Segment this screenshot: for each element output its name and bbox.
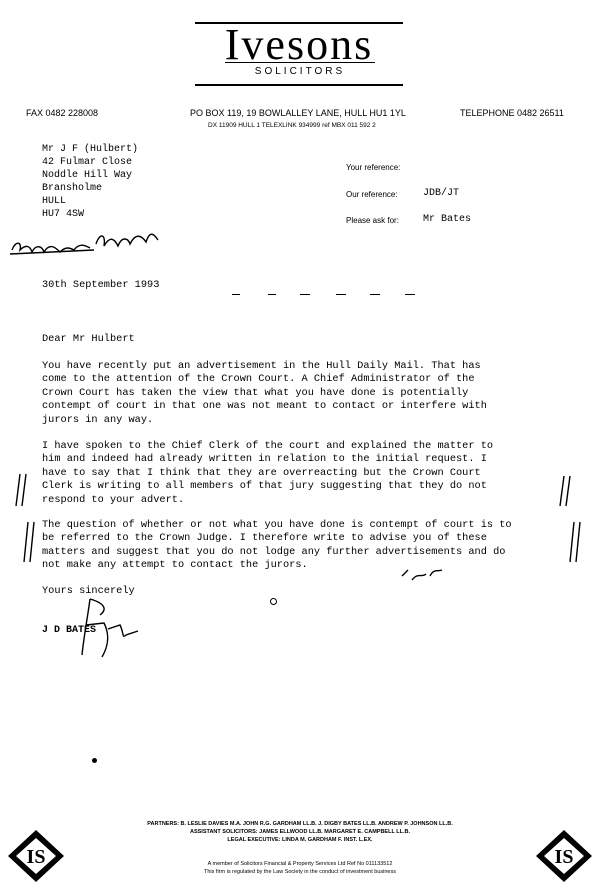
firm-address: PO BOX 119, 19 BOWLALLEY LANE, HULL HU1 1YL — [190, 108, 406, 118]
ask-for-label: Please ask for: — [346, 216, 399, 225]
dx-telex-line: DX 11909 HULL 1 TELEXLINK 934999 ref MBX 011 592 2 — [208, 122, 376, 129]
your-reference-label: Your reference: — [346, 163, 401, 172]
divider-dash — [405, 294, 415, 295]
footer-legal-exec: LEGAL EXECUTIVE: LINDA M. GARDHAM F. INST. L.EX. — [227, 837, 373, 843]
address-line: HULL — [42, 196, 67, 207]
divider-dash — [370, 294, 380, 295]
telephone-number: TELEPHONE 0482 26511 — [460, 108, 564, 118]
firm-subtitle: SOLICITORS — [254, 66, 346, 77]
margin-marks-right — [556, 470, 582, 570]
paragraph-line: I have spoken to the Chief Clerk of the court and explained the matter to — [42, 440, 494, 452]
paragraph-line: You have recently put an advertisement in the Hull Daily Mail. That has — [42, 360, 481, 372]
paragraph-line: come to the attention of the Crown Court. A Chief Administrator of the — [42, 373, 475, 386]
svg-text:IS: IS — [26, 846, 46, 868]
firm-name: Ivesons — [224, 20, 374, 69]
address-line: HU7 4SW — [42, 209, 85, 220]
letter-date: 30th September 1993 — [42, 279, 160, 291]
paragraph-line: Clerk is writing to all members of that jury suggesting that they do not — [42, 480, 487, 493]
margin-marks-left — [14, 470, 36, 570]
fax-number: FAX 0482 228008 — [26, 108, 99, 118]
paragraph-line: respond to your advert. — [42, 493, 185, 506]
our-reference-label: Our reference: — [346, 190, 398, 199]
paragraph-line: be referred to the Crown Judge. I therefore write to advise you of these — [42, 532, 487, 545]
paragraph-line: matters and suggest that you do not lodge any further advertisements and do — [42, 545, 506, 558]
handwritten-mark — [398, 566, 446, 586]
firm-emblem-right — [528, 826, 600, 886]
address-line: Noddle Hill Way — [42, 170, 133, 181]
handwritten-note — [8, 222, 168, 262]
address-line: 42 Fulmar Close — [42, 157, 133, 168]
body-paragraph — [42, 440, 562, 507]
paragraph-line: contempt of court in that one was not meant to contact or interfere with — [42, 400, 487, 413]
footer-partners: PARTNERS: B. LESLIE DAVIES M.A. JOHN R.G. GARDHAM LL.B. J. DIGBY BATES LL.B. ANDREW P. JOHNSON LL.B. — [147, 821, 453, 827]
address-line: Bransholme — [42, 183, 103, 194]
paragraph-line: not make any attempt to contact the jurors. — [42, 559, 308, 572]
ink-dot — [92, 758, 97, 763]
address-line: Mr J F (Hulbert) — [42, 144, 139, 155]
paragraph-line: him and indeed had already written in relation to the initial request. I — [42, 453, 487, 466]
divider-dash — [268, 294, 276, 295]
body-paragraph — [42, 360, 562, 427]
signature — [60, 595, 160, 665]
firm-emblem-left — [0, 826, 72, 886]
paragraph-line: The question of whether or not what you have done is contempt of court is to — [42, 519, 512, 531]
svg-text:IS: IS — [554, 846, 574, 868]
closing: Yours sincerely — [42, 585, 135, 597]
footer-assistants: ASSISTANT SOLICITORS: JAMES ELLWOOD LL.B. MARGARET E. CAMPBELL LL.B. — [189, 829, 410, 835]
footer-member: A member of Solicitors Financial & Property Services Ltd Ref No 011133512 — [207, 861, 393, 867]
our-reference-value: JDB/JT — [423, 188, 460, 199]
paragraph-line: have to say that I think that they are overreacting but the Crown Court — [42, 466, 481, 479]
body-paragraph — [42, 519, 562, 573]
ask-for-value: Mr Bates — [423, 214, 472, 225]
ink-dot — [270, 598, 277, 605]
recipient-address — [42, 143, 138, 221]
divider-dash — [232, 294, 240, 295]
paragraph-line: Crown Court has taken the view that what you have done is potentially — [42, 386, 469, 399]
paragraph-line: jurors in any way. — [42, 413, 154, 426]
salutation: Dear Mr Hulbert — [42, 333, 135, 345]
signatory-name: J D BATES — [42, 625, 97, 636]
divider-dash — [300, 294, 310, 295]
footer — [55, 820, 545, 876]
divider-dash — [336, 294, 346, 295]
footer-regulated: This firm is regulated by the Law Society in the conduct of investment business — [204, 869, 396, 875]
firm-logo — [195, 22, 405, 84]
